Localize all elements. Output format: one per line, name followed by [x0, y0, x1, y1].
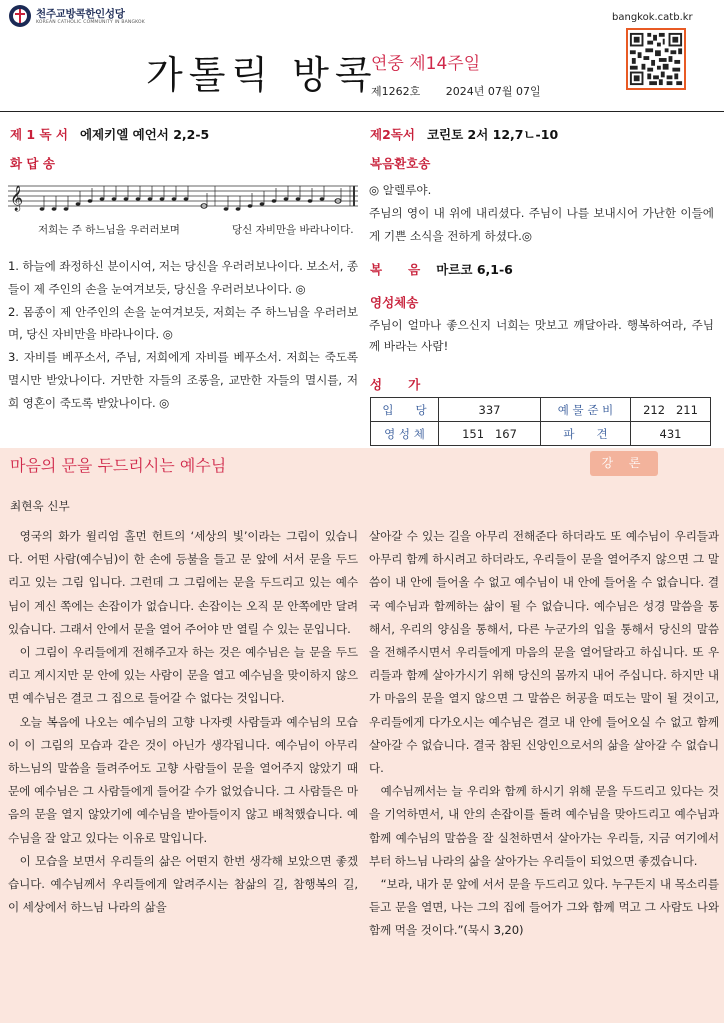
- psalm-verse-1: 1. 하늘에 좌정하신 분이시여, 저는 당신을 우러러보나이다. 보소서, 종들이 제 주인의 손을 눈여겨보듯, 당신을 우러러보나이다. ◎: [8, 259, 358, 296]
- table-row: [371, 422, 711, 446]
- psalm-label: 화 답 송: [10, 156, 55, 171]
- issue-date: 2024년 07월 07일: [445, 85, 541, 98]
- issue-number: 제1262호: [371, 85, 421, 98]
- gospel-acclamation-text: ◎ 알렐루야. 주님의 영이 내 위에 내리셨다. 주님이 나를 보내시어 가난한 이들에게 기쁜 소식을 전하게 하셨다.◎: [369, 183, 714, 243]
- parish-emblem-icon: [8, 4, 32, 28]
- hymn-communion-value: 151 167: [439, 422, 541, 446]
- second-reading-ref: 코린토 2서 12,7ㄴ-10: [426, 127, 559, 142]
- first-reading-label: 제 1 독 서: [10, 127, 68, 142]
- logo-english-name: KOREAN CATHOLIC COMMUNITY IN BANGKOK: [36, 20, 145, 25]
- psalm-verses: [8, 255, 358, 415]
- hymn-offertory-label: 예 물 준 비: [541, 398, 631, 422]
- second-reading: [370, 124, 558, 143]
- qr-code-icon[interactable]: [626, 28, 686, 90]
- homily-paragraph: “보라, 내가 문 앞에 서서 문을 두드리고 있다. 누구든지 내 목소리를 듣고 문을 열면, 나는 그의 집에 들어가 그와 함께 먹고 그 사람도 나와 함께 먹을 것이다.”(묵시 3,20): [369, 877, 719, 938]
- psalm-lyric-b: 당신 자비만을 바라나이다.: [232, 224, 354, 236]
- music-notes: [40, 197, 341, 211]
- first-reading-ref: 에제키엘 예언서 2,2-5: [79, 127, 210, 142]
- parish-logo: [8, 4, 178, 30]
- gospel: [370, 259, 513, 278]
- hymn-entrance-value: 337: [439, 398, 541, 422]
- communion-label: 영성체송: [370, 295, 419, 310]
- svg-text:𝄞: 𝄞: [10, 186, 24, 211]
- homily-column-right: [369, 525, 719, 943]
- liturgical-sunday: 연중 제14주일: [371, 54, 481, 74]
- page-header: [0, 0, 724, 110]
- homily-author: 최현욱 신부: [10, 499, 70, 513]
- psalm-music-staff: [8, 178, 358, 218]
- homily-section: [0, 448, 724, 1023]
- hymn-entrance-label: 입 당: [371, 398, 439, 422]
- psalm-verse-2: 2. 몸종이 제 안주인의 손을 눈여겨보듯, 저희는 주 하느님을 우러러보며, 당신 자비만을 바라나이다. ◎: [8, 304, 358, 342]
- homily-paragraph: 이 그림이 우리들에게 전해주고자 하는 것은 예수님은 늘 문을 두드리고 계시지만 문 안에 있는 사람이 문을 열고 예수님을 맞이하지 않으면 예수님은 결코 그 집으로 들어갈 수 없다는 것입니다.: [8, 645, 358, 706]
- communion-text: 주님이 얼마나 좋으신지 너희는 맛보고 깨달아라. 행복하여라, 주님께 바라는 사람!: [369, 318, 714, 353]
- hymns-table: [370, 397, 711, 446]
- homily-title: 마음의 문을 두드리시는 예수님: [10, 456, 227, 475]
- first-reading: [10, 124, 209, 143]
- hymns-label: 성 가: [370, 377, 421, 392]
- homily-paragraph: 살아갈 수 있는 길을 아무리 전해준다 하더라도 또 예수님이 우리들과 아무리 함께 하시려고 하더라도, 우리들이 문을 열어주지 않으면 그 말씀이 내 안에 들어올 수 없고 예수님이 내 안에 들어올 수 없습니다. 결국 예수님과 함께하는 삶이 될 수 없습니다. 예수님은 성경 말씀을 통해서, 우리의 양심을 통해서, 다른 누군가의 입을 통해서 당신의 말씀을 전해주시면서 우리들에게 마음의 문을 열어달라고 하십니다. 또 우리들과 함께 살아가시기 위해 당신의 몸까지 내어 주십니다. 하지만 내가 마음의 문을 열지 않으면 그 말씀은 허공을 떠도는 말이 될 것이고, 우리들에게 다가오시는 예수님은 결코 내 안에 들어오실 수 없고 함께 살아갈 수 없습니다. 결국 참된 신앙인으로서의 삶을 살아갈 수 없습니다.: [369, 529, 719, 776]
- homily-column-left: [8, 525, 358, 919]
- bulletin-title: 가톨릭 방콕: [146, 53, 378, 97]
- qr-code-pattern: [628, 30, 684, 88]
- homily-paragraph: 예수님께서는 늘 우리와 함께 하시기 위해 문을 두드리고 있다는 것을 기억하면서, 내 안의 손잡이를 돌려 예수님을 맞아드리고 예수님과 함께 예수님의 말씀을 잘 실천하면서 살아가는 우리들, 지금 여기에서부터 하느님 나라의 삶을 살아가는 우리들이 되었으면 좋겠습니다.: [369, 784, 719, 868]
- homily-paragraph: 오늘 복음에 나오는 예수님의 고향 나자렛 사람들과 예수님의 모습이 이 그림의 모습과 같은 것이 아닌가 생각됩니다. 예수님이 아무리 하느님의 말씀을 들려주어도 고향 사람들이 문을 열어주지 않았기 때문에 예수님은 그 사람들에게 들어갈 수가 없었습니다. 그 사람들은 마음의 문을 열지 않았기에 예수님을 받아들이지 않고 배척했습니다. 예수님을 잘 알고 있다는 이유로 말입니다.: [8, 714, 358, 845]
- header-divider: [0, 111, 724, 112]
- gospel-ref: 마르코 6,1-6: [436, 262, 513, 277]
- table-row: [371, 398, 711, 422]
- logo-korean-name: 천주교방콕한인성당: [36, 8, 125, 20]
- psalm-verse-3: 3. 자비를 베푸소서, 주님, 저희에게 자비를 베푸소서. 저희는 죽도록 멸시만 받았나이다. 거만한 자들의 조롱을, 교만한 자들의 멸시를, 저희 영혼이 죽도록 받았나이다. ◎: [8, 350, 358, 410]
- hymn-recessional-label: 파 견: [541, 422, 631, 446]
- gospel-acclamation-label: 복음환호송: [370, 156, 431, 171]
- homily-paragraph: 이 모습을 보면서 우리들의 삶은 어떤지 한번 생각해 보았으면 좋겠습니다. 예수님께서 우리들에게 알려주시는 참삶의 길, 참행복의 길, 이 세상에서 하느님 나라의 삶을: [8, 853, 358, 915]
- issue-info: [371, 83, 541, 99]
- homily-paragraph: 영국의 화가 윌리엄 홀먼 헌트의 ‘세상의 빛’이라는 그림이 있습니다. 어떤 사람(예수님)이 한 손에 등불을 들고 문 앞에 서서 문을 두드리고 있는 그림 입니다. 그런데 그 그림에는 문을 두드리고 있는 예수님이 계신 쪽에는 손잡이가 없습니다. 손잡이는 오직 문 안쪽에만 달려 있습니다. 그래서 안에서 문을 열어 주어야 만 열릴 수 있는 문입니다.: [8, 529, 358, 636]
- psalm-lyric-a: 저희는 주 하느님을 우러러보며: [38, 224, 180, 236]
- hymn-recessional-value: 431: [631, 422, 711, 446]
- gospel-label: 복 음: [370, 262, 421, 277]
- homily-badge: 강 론: [590, 451, 658, 476]
- website-url[interactable]: bangkok.catb.kr: [612, 12, 693, 23]
- hymn-communion-label: 영 성 체: [371, 422, 439, 446]
- second-reading-label: 제2독서: [370, 127, 415, 142]
- hymn-offertory-value: 212 211: [631, 398, 711, 422]
